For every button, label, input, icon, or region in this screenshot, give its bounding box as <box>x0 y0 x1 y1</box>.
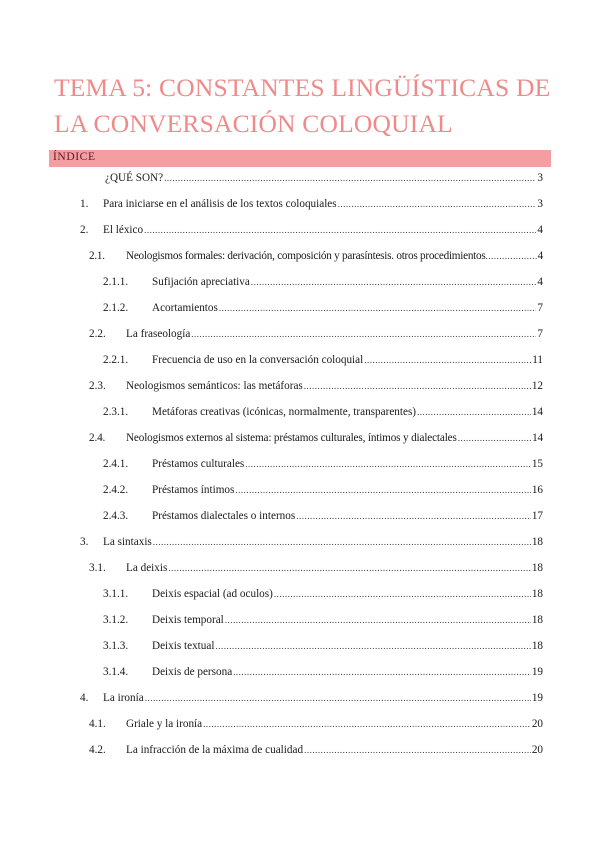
toc-entry-number: 3.1. <box>89 562 106 574</box>
toc-entry-label: La infracción de la máxima de cualidad <box>126 744 304 756</box>
toc-entry[interactable] <box>105 172 543 188</box>
toc-entry-number: 4. <box>80 692 89 704</box>
toc-leader-dots <box>338 198 537 210</box>
toc-entry-page: 20 <box>531 718 543 730</box>
toc-entry-page: 19 <box>531 666 543 678</box>
toc-entry-label: Préstamos íntimos <box>152 484 235 496</box>
toc-entry-label: Neologismos semánticos: las metáforas <box>126 380 303 392</box>
toc-entry-page: 15 <box>531 458 543 470</box>
toc-leader-dots <box>233 666 531 678</box>
toc-leader-dots <box>164 172 536 184</box>
toc-entry-label: ¿QUÉ SON? <box>105 172 164 184</box>
toc-entry-label: Sufijación apreciativa <box>152 276 250 288</box>
toc-entry-page: 19 <box>531 692 543 704</box>
toc-entry[interactable] <box>89 380 543 396</box>
toc-entry-number: 2.1. <box>89 250 105 262</box>
toc-entry-page: 16 <box>531 484 543 496</box>
toc-entry-number: 2.2. <box>89 328 106 340</box>
toc-entry[interactable] <box>103 588 543 604</box>
toc-entry[interactable] <box>103 276 543 292</box>
toc-entry-number: 1. <box>80 198 89 210</box>
toc-leader-dots <box>251 276 537 288</box>
toc-entry-page: 3 <box>537 198 543 210</box>
toc-leader-dots <box>417 406 531 418</box>
toc-entry[interactable] <box>89 744 543 760</box>
toc-entry-label: Deixis temporal <box>152 614 224 626</box>
toc-entry-number: 2. <box>80 224 89 236</box>
toc-entry-number: 2.2.1. <box>103 354 129 366</box>
toc-entry-page: 18 <box>531 614 543 626</box>
toc-entry-label: Neologismos formales: derivación, composición y parasíntesis. otros procedimientos <box>126 250 486 262</box>
toc-entry-number: 3.1.1. <box>103 588 129 600</box>
toc-entry-page: 14 <box>531 406 543 418</box>
toc-entry-label: Deixis espacial (ad oculos) <box>152 588 273 600</box>
toc-entry-label: Frecuencia de uso en la conversación coloquial <box>152 354 364 366</box>
toc-entry-page: 3 <box>537 172 543 184</box>
toc-entry[interactable] <box>103 458 543 474</box>
toc-entry-number: 4.1. <box>89 718 106 730</box>
toc-entry-page: 4 <box>537 276 543 288</box>
index-heading: ÍNDICE <box>53 151 96 163</box>
toc-entry-page: 11 <box>532 354 543 366</box>
toc-entry-number: 2.4.3. <box>103 510 129 522</box>
toc-entry[interactable] <box>103 640 543 656</box>
toc-entry-number: 3.1.3. <box>103 640 129 652</box>
toc-leader-dots <box>274 588 531 600</box>
toc-leader-dots <box>153 536 531 548</box>
toc-entry-page: 4 <box>537 224 543 236</box>
toc-entry-number: 3.1.2. <box>103 614 129 626</box>
toc-entry-label: Préstamos dialectales o internos <box>152 510 296 522</box>
toc-entry-page: 18 <box>531 536 543 548</box>
toc-leader-dots <box>304 380 531 392</box>
toc-leader-dots <box>296 510 531 522</box>
toc-entry-number: 3.1.4. <box>103 666 129 678</box>
toc-leader-dots <box>225 614 531 626</box>
toc-leader-dots <box>219 302 537 314</box>
toc-leader-dots <box>304 744 531 756</box>
toc-entry[interactable] <box>103 484 543 500</box>
toc-entry-label: Préstamos culturales <box>152 458 245 470</box>
toc-entry-number: 4.2. <box>89 744 106 756</box>
toc-entry-page: 14 <box>532 432 543 444</box>
toc-entry[interactable] <box>89 328 543 344</box>
toc-entry-number: 2.1.1. <box>103 276 129 288</box>
toc-entry[interactable] <box>89 562 543 578</box>
toc-entry-label: Neologismos externos al sistema: préstamos culturales, íntimos y dialectales <box>126 432 457 444</box>
toc-entry[interactable] <box>103 666 543 682</box>
toc-entry-label: Griale y la ironía <box>126 718 203 730</box>
toc-leader-dots <box>203 718 531 730</box>
toc-entry-page: 12 <box>531 380 543 392</box>
toc-entry-page: 20 <box>531 744 543 756</box>
toc-entry-label: La fraseología <box>126 328 191 340</box>
toc-entry-page: 7 <box>537 328 543 340</box>
toc-leader-dots <box>145 692 531 704</box>
toc-leader-dots <box>364 354 531 366</box>
toc-entry-label: Para iniciarse en el análisis de los textos coloquiales <box>103 198 337 210</box>
toc-entry-label: La sintaxis <box>103 536 152 548</box>
toc-entry[interactable] <box>103 354 543 370</box>
toc-leader-dots <box>215 640 530 652</box>
toc-entry-number: 2.4.2. <box>103 484 129 496</box>
toc-entry-label: El léxico <box>103 224 144 236</box>
toc-entry[interactable] <box>103 406 543 422</box>
toc-entry-page: 7 <box>537 302 543 314</box>
toc-entry-label: Acortamientos <box>152 302 218 314</box>
toc-entry[interactable] <box>103 302 543 318</box>
toc-entry[interactable] <box>80 224 543 240</box>
toc-entry-page: 18 <box>531 562 543 574</box>
toc-entry-page: 17 <box>531 510 543 522</box>
toc-entry-label: Deixis de persona <box>152 666 233 678</box>
toc-entry-label: Metáforas creativas (icónicas, normalmente, transparentes) <box>152 406 417 418</box>
toc-entry-number: 3. <box>80 536 89 548</box>
toc-entry[interactable] <box>80 692 543 708</box>
toc-entry-page: 18 <box>531 640 543 652</box>
toc-entry-label: Deixis textual <box>152 640 215 652</box>
toc-entry[interactable] <box>103 614 543 630</box>
toc-entry-label: La ironía <box>103 692 144 704</box>
toc-entry[interactable] <box>80 198 543 214</box>
toc-entry-number: 2.1.2. <box>103 302 129 314</box>
document-title: TEMA 5: CONSTANTES LINGÜÍSTICAS DE LA CONVERSACIÓN COLOQUIAL <box>54 73 551 138</box>
toc-leader-dots <box>235 484 530 496</box>
toc-entry-page: 4 <box>537 250 543 262</box>
toc-leader-dots <box>144 224 536 236</box>
toc-entry[interactable] <box>89 250 543 266</box>
toc-entry[interactable] <box>103 510 543 526</box>
toc-entry-number: 2.3.1. <box>103 406 129 418</box>
toc-leader-dots <box>486 250 538 262</box>
toc-leader-dots <box>245 458 531 470</box>
toc-entry[interactable] <box>80 536 543 552</box>
toc-entry-label: La deixis <box>126 562 168 574</box>
toc-entry[interactable] <box>89 718 543 734</box>
toc-leader-dots <box>191 328 536 340</box>
toc-entry-number: 2.4.1. <box>103 458 129 470</box>
toc-leader-dots <box>168 562 530 574</box>
toc-entry-page: 18 <box>531 588 543 600</box>
toc-entry[interactable] <box>89 432 543 448</box>
toc-leader-dots <box>458 432 531 444</box>
toc-entry-number: 2.3. <box>89 380 106 392</box>
toc-entry-number: 2.4. <box>89 432 106 444</box>
